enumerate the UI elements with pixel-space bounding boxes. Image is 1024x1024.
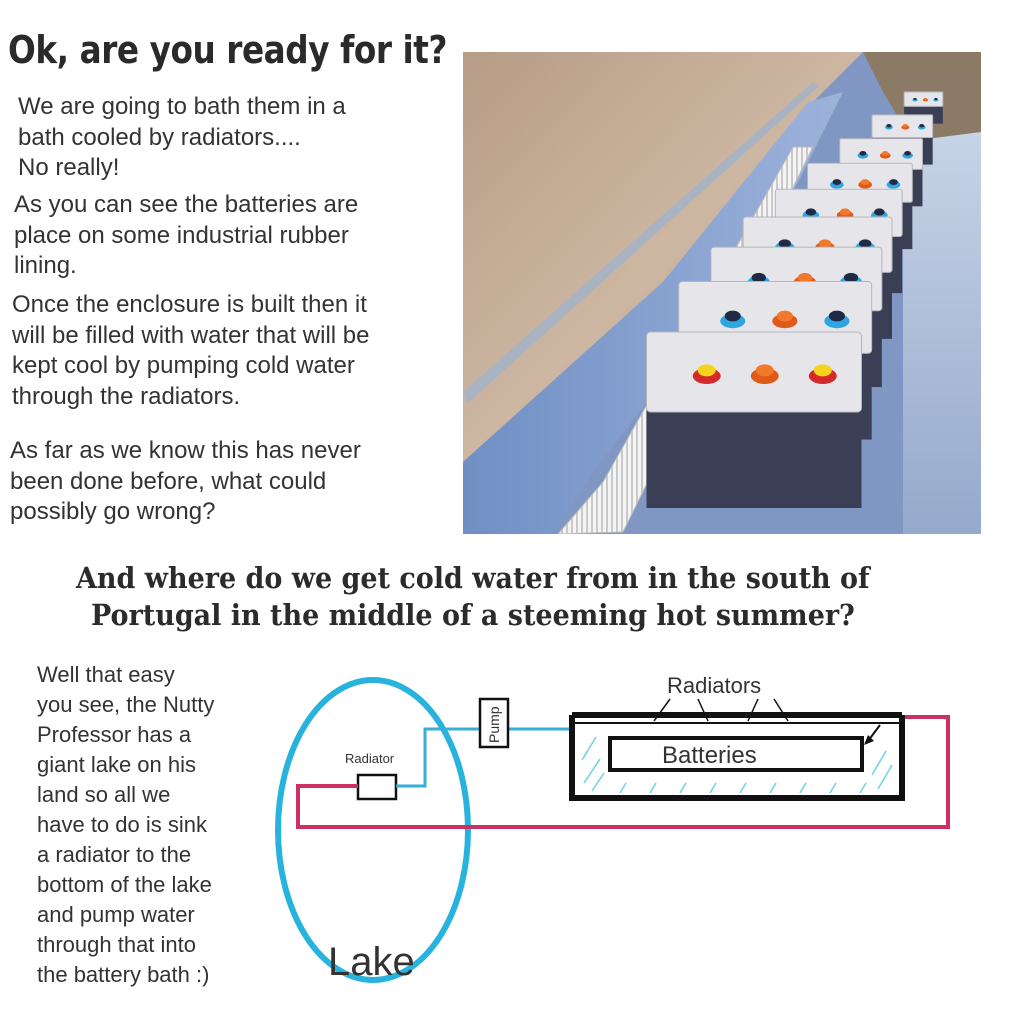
battery-bank-photo — [463, 52, 981, 534]
intro-paragraph — [18, 92, 438, 184]
enclosure-paragraph — [12, 290, 432, 412]
batteries-paragraph — [14, 190, 434, 282]
answer-line: a radiator to the — [37, 842, 192, 867]
risk-line: been done before, what could — [10, 467, 327, 495]
cooling-diagram — [270, 655, 990, 1015]
lake-outline — [278, 680, 468, 980]
enclosure-line: Once the enclosure is built then it — [12, 291, 367, 318]
enclosure-line: will be filled with water that will be — [12, 321, 370, 349]
answer-line: Well that easy — [37, 662, 175, 687]
risk-paragraph — [10, 436, 430, 528]
lake-radiator — [358, 775, 396, 799]
pump-label: Pump — [486, 706, 502, 743]
lake-label: Lake — [328, 940, 415, 984]
intro-line: bath cooled by radiators.... — [18, 123, 301, 151]
answer-paragraph — [37, 660, 277, 990]
intro-line: No really! — [18, 154, 120, 181]
cold-pipe — [396, 729, 480, 786]
risk-line: As far as we know this has never — [10, 437, 361, 464]
answer-line: and pump water — [37, 902, 195, 927]
batteries-line: place on some industrial rubber — [14, 221, 349, 249]
radiators-label: Radiators — [667, 673, 762, 698]
answer-line: land so all we — [37, 782, 171, 807]
page-title: Ok, are you ready for it? — [8, 28, 448, 72]
risk-line: possibly go wrong? — [10, 498, 216, 525]
batteries-line: lining. — [14, 252, 77, 279]
enclosure-line: through the radiators. — [12, 382, 241, 410]
answer-line: you see, the Nutty — [37, 692, 215, 717]
radiator-label: Radiator — [345, 751, 395, 766]
batteries-label: Batteries — [662, 742, 757, 769]
answer-line: the battery bath :) — [37, 962, 210, 987]
enclosure-line: kept cool by pumping cold water — [12, 352, 355, 379]
question-line-2: Portugal in the middle of a steeming hot summer? — [91, 598, 855, 632]
answer-line: have to do is sink — [37, 812, 207, 837]
intro-line: We are going to bath them in a — [18, 93, 346, 120]
answer-line: Professor has a — [37, 722, 192, 747]
question-line-1: And where do we get cold water from in the south of — [76, 561, 870, 595]
batteries-line: As you can see the batteries are — [14, 191, 359, 218]
answer-line: giant lake on his — [37, 752, 196, 777]
battery-cell — [647, 332, 862, 508]
answer-line: bottom of the lake — [37, 872, 212, 897]
answer-line: through that into — [37, 932, 197, 957]
